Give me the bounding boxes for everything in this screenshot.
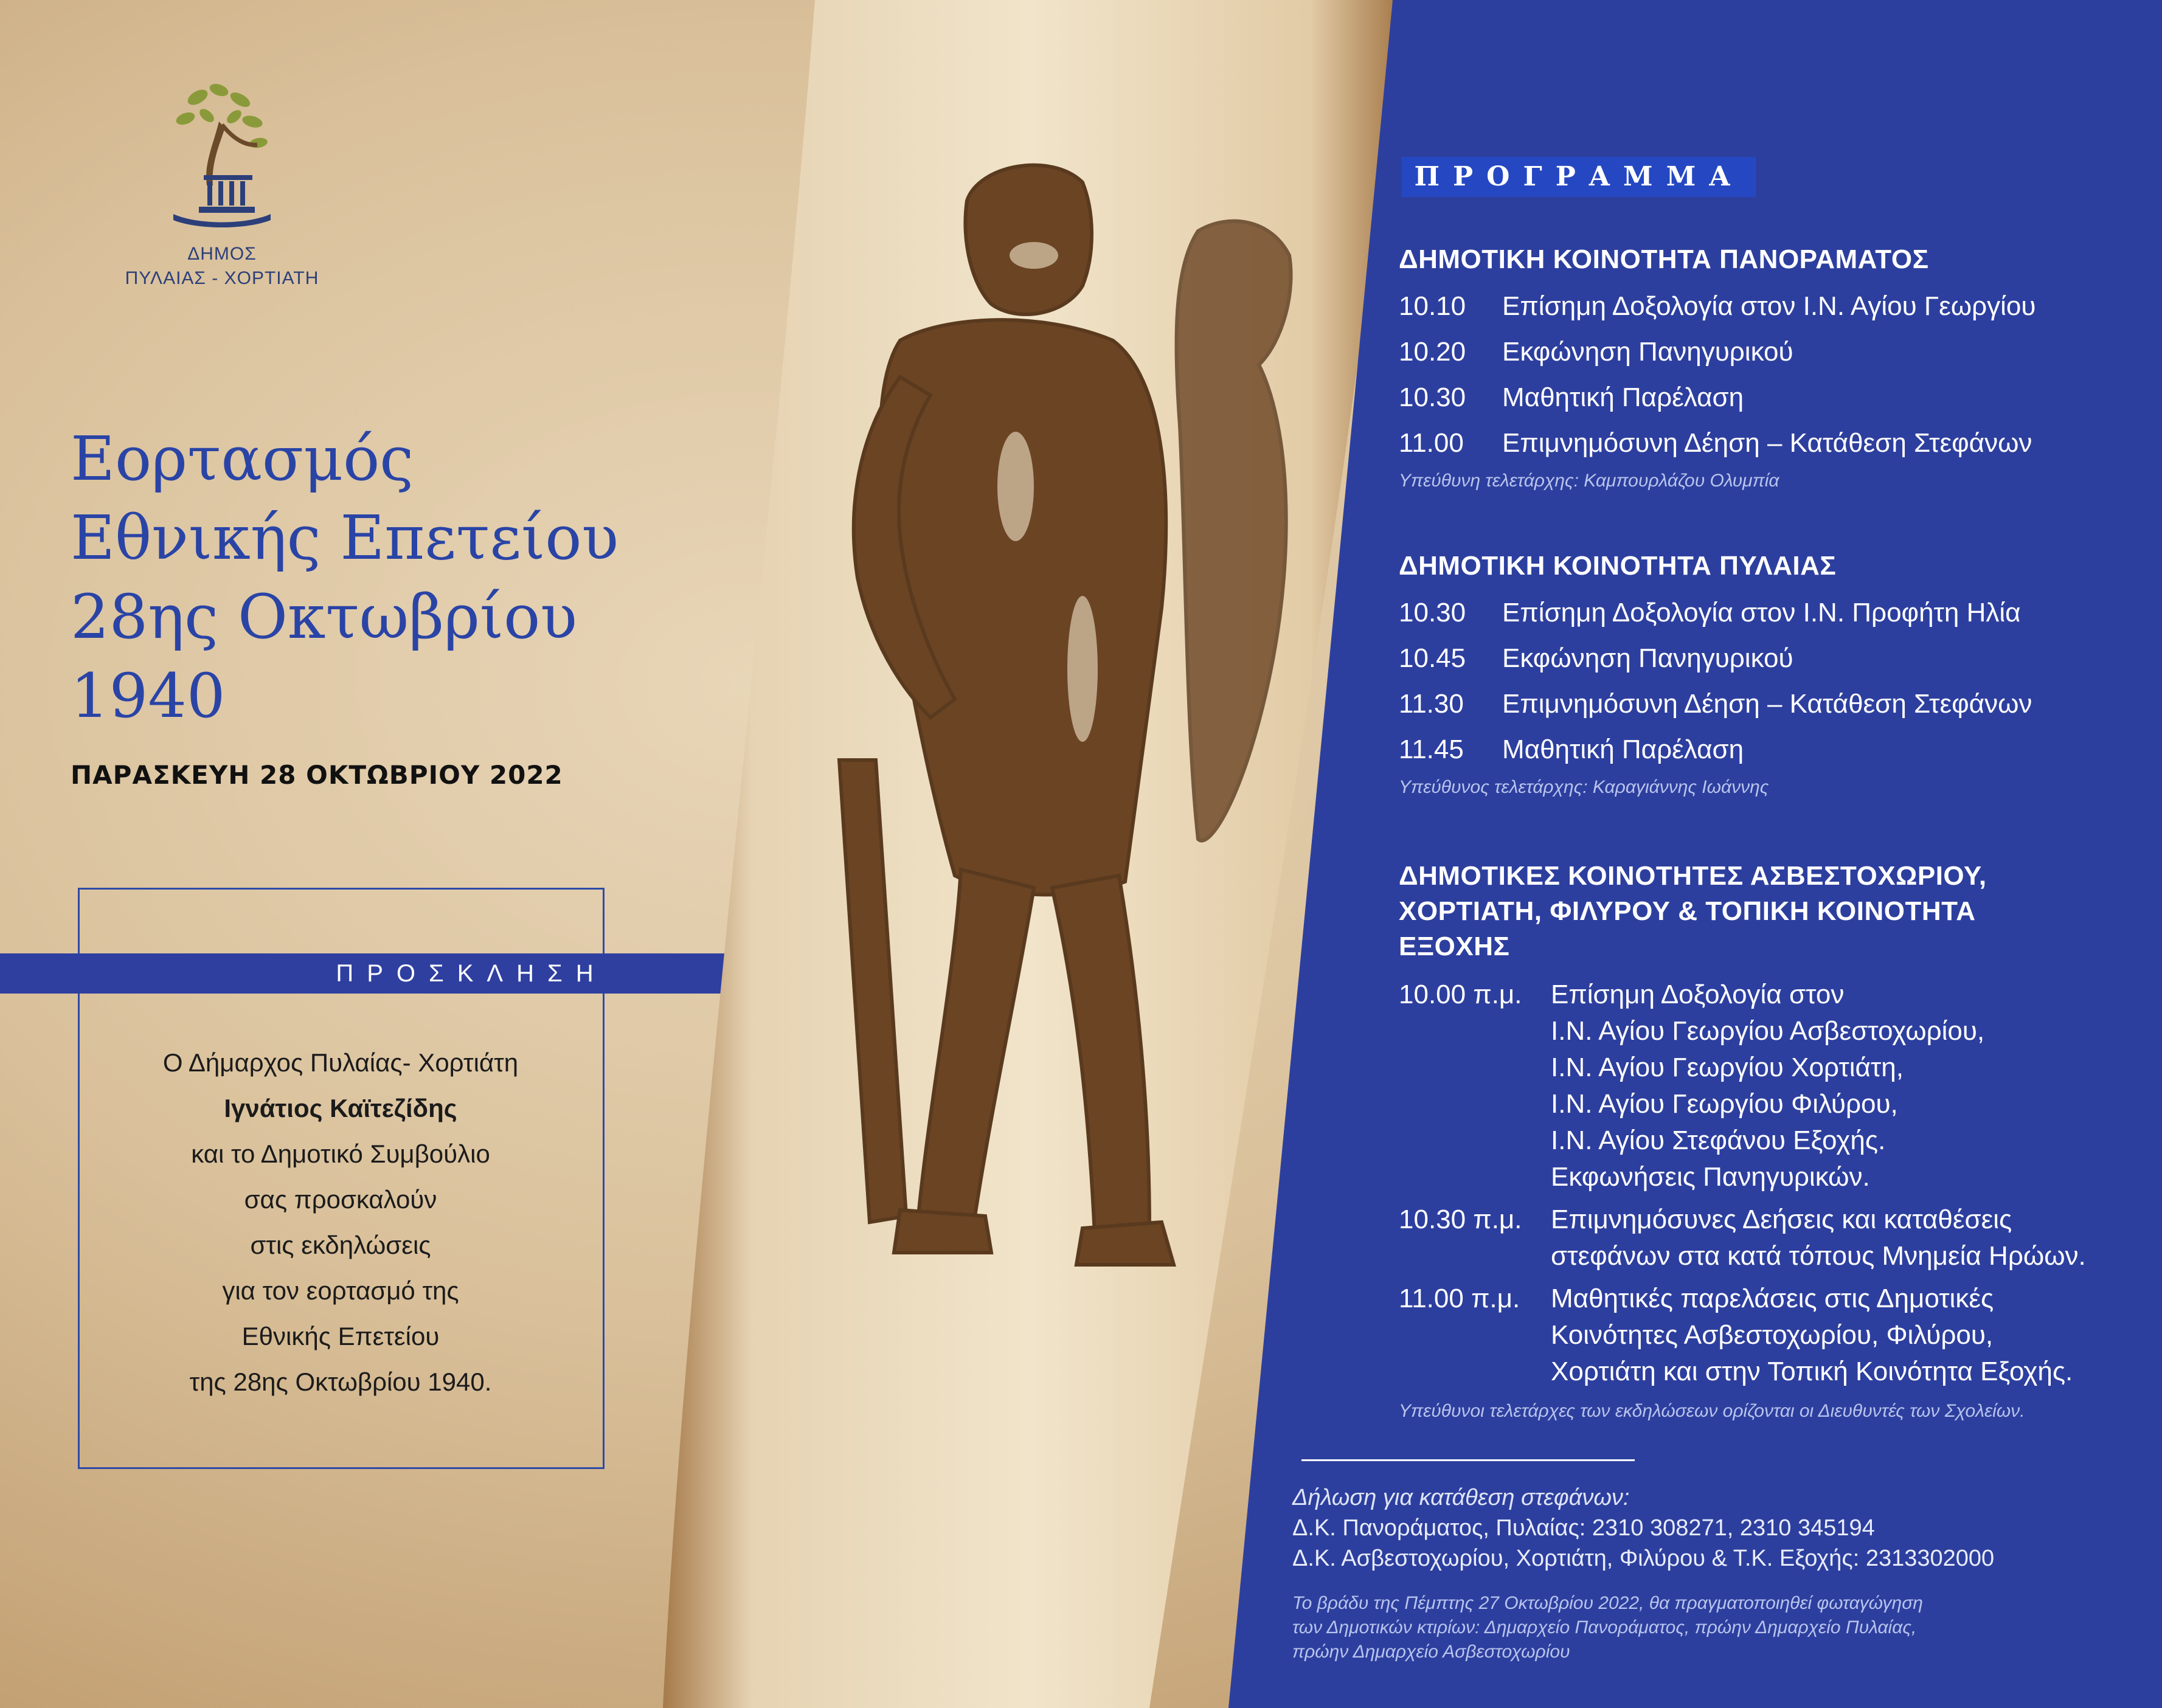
schedule-row: [1399, 329, 2129, 375]
schedule-desc-line: Ι.Ν. Αγίου Γεωργίου Χορτιάτη,: [1551, 1053, 1904, 1082]
invitation-line: για τον εορτασμό της: [222, 1276, 459, 1305]
schedule-row: [1399, 977, 2129, 1195]
municipality-logo: [122, 79, 322, 291]
mayor-name: Ιγνάτιος Καϊτεζίδης: [224, 1094, 457, 1122]
section-panorama: [1399, 242, 2129, 496]
section-note: Υπεύθυνη τελετάρχης: Καμπουρλάζου Ολυμπία: [1399, 471, 1779, 491]
schedule-desc-line: στεφάνων στα κατά τόπους Μνημεία Ηρώων.: [1551, 1241, 2086, 1271]
schedule-desc-line: Εκφωνήσεις Πανηγυρικών.: [1551, 1162, 1870, 1192]
section-note: Υπεύθυνος τελετάρχης: Καραγιάννης Ιωάννης: [1399, 777, 1769, 797]
section-asvestochori: [1399, 859, 2129, 1426]
schedule-row: [1399, 681, 2129, 727]
schedule-time: 10.00 π.μ.: [1399, 980, 1522, 1009]
schedule-time: 11.45: [1399, 735, 1464, 764]
section-title: ΔΗΜΟΤΙΚΗ ΚΟΙΝΟΤΗΤΑ ΠΥΛΑΙΑΣ: [1399, 551, 1837, 581]
schedule-row: [1399, 635, 2129, 681]
schedule-time: 10.10: [1399, 291, 1466, 321]
invitation-line: σας προσκαλούν: [244, 1185, 437, 1214]
schedule-row: [1399, 375, 2129, 420]
lighting-note: [1292, 1591, 2107, 1664]
contact-line: Δ.Κ. Ασβεστοχωρίου, Χορτιάτη, Φιλύρου & Τ.Κ. Εξοχής: 2313302000: [1292, 1546, 1995, 1571]
schedule-desc: Μαθητική Παρέλαση: [1502, 735, 1744, 764]
note-line: πρώην Δημαρχείο Ασβεστοχωρίου: [1292, 1642, 1570, 1662]
schedule-desc: Μαθητική Παρέλαση: [1502, 382, 1744, 412]
schedule-time: 10.30: [1399, 382, 1466, 412]
schedule-desc-line: Ι.Ν. Αγίου Γεωργίου Φιλύρου,: [1551, 1089, 1898, 1119]
title-line-4: 1940: [71, 660, 226, 731]
logo-line-2: ΠΥΛΑΙΑΣ - ΧΟΡΤΙΑΤΗ: [125, 268, 319, 288]
schedule-desc: Επίσημη Δοξολογία στον Ι.Ν. Αγίου Γεωργίου: [1502, 291, 2036, 321]
invitation-line: Εθνικής Επετείου: [241, 1322, 440, 1350]
schedule-desc-line: Κοινότητες Ασβεστοχωρίου, Φιλύρου,: [1551, 1320, 1994, 1350]
program-label: ΠΡΟΓΡΑΜΜΑ: [1402, 157, 1756, 197]
schedule-time: 10.30: [1399, 598, 1466, 628]
invitation-line: στις εκδηλώσεις: [250, 1231, 431, 1259]
contact-info: [1292, 1482, 2132, 1574]
title-line-3: 28ης Οκτωβρίου: [71, 581, 578, 652]
schedule-row: [1399, 283, 2129, 329]
section-title-line: ΕΞΟΧΗΣ: [1399, 932, 1510, 961]
note-line: Το βράδυ της Πέμπτης 27 Οκτωβρίου 2022, θα πραγματοποιηθεί φωταγώγηση: [1292, 1593, 1923, 1613]
schedule-desc-line: Χορτιάτη και στην Τοπική Κοινότητα Εξοχής.: [1551, 1357, 2073, 1386]
schedule-desc: Εκφώνηση Πανηγυρικού: [1502, 643, 1793, 673]
schedule-desc-line: Ι.Ν. Αγίου Γεωργίου Ασβεστοχωρίου,: [1551, 1016, 1985, 1046]
schedule-desc: Επίσημη Δοξολογία στον Ι.Ν. Προφήτη Ηλία: [1502, 598, 2021, 628]
schedule-desc-line: Ι.Ν. Αγίου Στεφάνου Εξοχής.: [1551, 1125, 1886, 1155]
title-line-2: Εθνικής Επετείου: [71, 502, 619, 573]
schedule-time: 11.00 π.μ.: [1399, 1284, 1520, 1313]
tree-column-icon: [161, 79, 283, 231]
section-title-line: ΧΟΡΤΙΑΤΗ, ΦΙΛΥΡΟΥ & ΤΟΠΙΚΗ ΚΟΙΝΟΤΗΤΑ: [1399, 896, 1976, 926]
schedule-desc: Εκφώνηση Πανηγυρικού: [1502, 337, 1793, 367]
schedule-desc-line: Επίσημη Δοξολογία στον: [1551, 980, 1845, 1009]
title-line-1: Εορτασμός: [71, 423, 414, 494]
event-date: ΠΑΡΑΣΚΕΥΗ 28 ΟΚΤΩΒΡΙΟΥ 2022: [71, 760, 563, 790]
schedule-time: 11.00: [1399, 428, 1464, 458]
schedule-time: 10.45: [1399, 643, 1466, 673]
schedule-time: 10.20: [1399, 337, 1466, 367]
section-title: ΔΗΜΟΤΙΚΗ ΚΟΙΝΟΤΗΤΑ ΠΑΝΟΡΑΜΑΤΟΣ: [1399, 244, 1929, 274]
divider: [1301, 1459, 1635, 1461]
contact-line: Δ.Κ. Πανοράματος, Πυλαίας: 2310 308271, 2310 345194: [1292, 1515, 1875, 1541]
contact-heading: Δήλωση για κατάθεση στεφάνων:: [1292, 1485, 1630, 1510]
schedule-desc-line: Επιμνημόσυνες Δεήσεις και καταθέσεις: [1551, 1205, 2012, 1234]
invitation-line: Ο Δήμαρχος Πυλαίας- Χορτιάτη: [162, 1048, 519, 1077]
schedule-time: 11.30: [1399, 689, 1464, 719]
section-title-line: ΔΗΜΟΤΙΚΕΣ ΚΟΙΝΟΤΗΤΕΣ ΑΣΒΕΣΤΟΧΩΡΙΟΥ,: [1399, 861, 1987, 891]
invitation-label: ΠΡΟΣΚΛΗΣΗ: [336, 960, 607, 987]
section-pylaia: [1399, 548, 2129, 803]
section-note: Υπεύθυνοι τελετάρχες των εκδηλώσεων ορίζονται οι Διευθυντές των Σχολείων.: [1399, 1401, 2025, 1421]
logo-line-1: ΔΗΜΟΣ: [187, 244, 257, 264]
schedule-row: [1399, 420, 2129, 466]
invitation-text: [79, 1040, 602, 1405]
invitation-line: και το Δημοτικό Συμβούλιο: [191, 1139, 490, 1168]
schedule-row: [1399, 1201, 2129, 1274]
schedule-desc: Επιμνημόσυνη Δέηση – Κατάθεση Στεφάνων: [1502, 689, 2032, 719]
schedule-desc: Επιμνημόσυνη Δέηση – Κατάθεση Στεφάνων: [1502, 428, 2032, 458]
invitation-line: της 28ης Οκτωβρίου 1940.: [189, 1367, 492, 1396]
note-line: των Δημοτικών κτιρίων: Δημαρχείο Πανοράματος, πρώην Δημαρχείο Πυλαίας,: [1292, 1617, 1917, 1637]
schedule-row: [1399, 727, 2129, 772]
schedule-time: 10.30 π.μ.: [1399, 1205, 1522, 1234]
schedule-row: [1399, 590, 2129, 635]
schedule-desc-line: Μαθητικές παρελάσεις στις Δημοτικές: [1551, 1284, 1994, 1313]
schedule-row: [1399, 1281, 2129, 1390]
